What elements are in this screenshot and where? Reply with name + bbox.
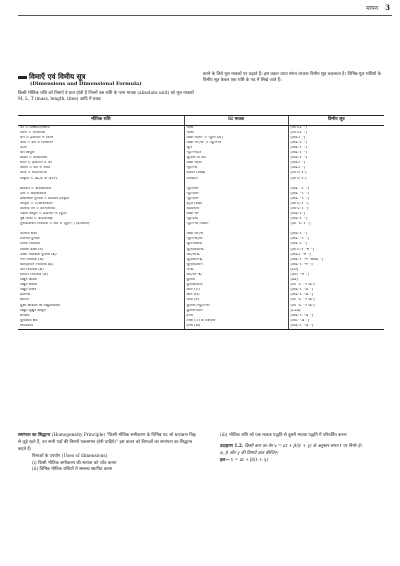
example-paragraph	[220, 444, 388, 451]
column-header-quantity: भौतिक राशि	[18, 116, 184, 126]
page-number: 3	[385, 3, 390, 12]
cell-formula: [ML⁻¹T⁻²]	[288, 187, 384, 192]
cell-formula: [ML⁻¹T⁻²]	[288, 192, 384, 197]
cell-quantity: आवेग = बल × समय	[20, 166, 51, 170]
cell-si-unit: जूल-सेकण्ड	[184, 242, 288, 247]
cell-si-unit: वाट/मी²-K⁴	[184, 273, 288, 278]
cell-si-unit: न्यूटन-मी²/किग्रा²	[184, 222, 288, 232]
cell-si-unit: न्यूटन-मीटर	[184, 151, 288, 156]
cell-quantity: विद्युत द्विध्रुव आघूर्ण	[20, 308, 46, 312]
cell-si-unit: न्यूटन/मी²	[184, 187, 288, 192]
cell-si-unit: जूल/मोल-K	[184, 258, 288, 263]
example-label: उदाहरण 1.2.	[220, 443, 244, 449]
cell-formula: [AT]	[288, 278, 384, 283]
cell-formula: [M⁻¹L³T⁻²]	[288, 222, 384, 232]
cell-si-unit: हर्ट्ज (Hz)	[184, 202, 288, 207]
cell-formula: [ML²T⁻²θ⁻¹]	[288, 263, 384, 268]
use-item-1: (i) किसी भौतिक समीकरण की सत्यता को जाँच करना	[32, 460, 117, 466]
table-row	[18, 324, 384, 330]
cell-quantity: वीन नियतांक (b)	[20, 267, 44, 271]
cell-si-unit: हेनरी	[184, 314, 288, 319]
cell-quantity: विशिष्ट ऊष्मा (s)	[20, 247, 43, 251]
cell-quantity: जड़त्व आघूर्ण = द्रव्यमान × (दूरी)²	[20, 212, 68, 216]
cell-quantity: आवृत्ति = 1/आवर्तकाल	[20, 201, 53, 205]
cell-formula: [MT⁻³θ⁻⁴]	[288, 273, 384, 278]
cell-formula: [ML²T⁻¹]	[288, 242, 384, 247]
table-row	[18, 222, 384, 232]
cell-formula: [M⁰L²T⁻²θ⁻¹]	[288, 248, 384, 253]
cell-quantity: श्यानता गुणांक	[20, 237, 40, 241]
cell-formula: [ML²T⁻²]	[288, 141, 384, 146]
cell-quantity: कार्य = बल × विस्थापन	[20, 140, 54, 144]
cell-si-unit: ओम (Ω)	[184, 293, 288, 298]
cell-si-unit: हेनरी (H)	[184, 324, 288, 330]
cell-si-unit: वोल्ट (V)	[184, 288, 288, 293]
cell-quantity: विद्युत आवेश	[20, 278, 37, 282]
dimensional-formula-table	[18, 115, 384, 330]
cell-si-unit: रेडियन/से	[184, 207, 288, 212]
intro-paragraph-left: किसी भौतिक राशि को विमाएँ वे घात होती हैं जिनमें उस राशि के परम मात्रक (absolute unit) को मूल मात्रकों M, L, T (mass, length, time) आदि में प्रकट	[18, 91, 194, 103]
cell-quantity: प्रत्यास्थता गुणांक = प्रतिबल /विकृति	[20, 196, 70, 200]
use-item-3: (iii) भौतिक राशि को एक मात्रक पद्धति से दूसरी मात्रक पद्धति में परिवर्तित करना	[220, 433, 347, 438]
cell-quantity: ऊर्जा	[20, 146, 27, 149]
cell-si-unit: वाट/मी-K	[184, 253, 288, 258]
dimensions-section	[18, 433, 198, 474]
cell-si-unit: न्यूटन/मी²	[184, 192, 288, 197]
cell-formula: [ML²T⁻²θ⁻¹mol⁻¹]	[288, 258, 384, 263]
cell-quantity: शक्ति = कार्य/समय	[20, 156, 47, 160]
cell-formula: [MLT⁻³θ⁻¹]	[288, 253, 384, 258]
cell-formula: [M⁻¹L⁻³T⁴A²]	[288, 304, 384, 309]
solution-line	[220, 458, 388, 465]
cell-formula: [ML²T⁻²]	[288, 151, 384, 156]
cell-quantity: बोल्ट्ज़मान नियतांक (k)	[20, 262, 53, 266]
cell-formula: [MLT⁻²]	[288, 136, 384, 141]
cell-si-unit: मी-K	[184, 268, 288, 273]
cell-quantity: धारिता	[20, 298, 29, 302]
cell-si-unit: रेडियन (rad)	[184, 171, 288, 176]
cell-formula: [ML²T⁻¹]	[288, 232, 384, 237]
cell-quantity: बल आघूर्ण	[20, 151, 35, 155]
cell-quantity: वेग = विस्थापन/समय	[20, 125, 50, 129]
cell-formula: [M⁰L⁰T⁰]	[288, 177, 384, 187]
cell-formula: [ML²T⁻³A⁻²]	[288, 293, 384, 298]
cell-quantity: प्रतिरोध	[20, 293, 30, 297]
cell-quantity: प्लांक नियतांक	[20, 242, 40, 246]
cell-si-unit: जूल/केल्विन	[184, 263, 288, 268]
principle-english: (Homogeneity Principle)	[51, 433, 106, 438]
cell-formula: [ML²T⁻³]	[288, 156, 384, 161]
cell-si-unit: जूल/किग्रा-K	[184, 248, 288, 253]
example-question: α, β और γ की विमायें ज्ञात कीजिए।	[220, 450, 279, 456]
cell-si-unit: न्यूटन/मी²	[184, 197, 288, 202]
cell-si-unit: टेस्ला (T) या वेबर/मी²	[184, 319, 288, 324]
example-text: किसी कण का वेग v = at + β/(t + γ) के अनुसार समय t पर निर्भर है।	[244, 443, 362, 449]
section-title-text: विमाएँ एवं विमीय सूत्र	[29, 72, 86, 81]
cell-quantity: कोणीय संवेग	[20, 232, 38, 236]
cell-quantity: विद्युत धारिता	[20, 283, 38, 287]
cell-formula: [M⁰LT⁻¹]	[288, 125, 384, 131]
running-head	[0, 0, 400, 20]
cell-formula: [M⁰LT⁻²]	[288, 131, 384, 136]
section-subtitle: (Dimensions and Dimensional Formula)	[30, 81, 142, 87]
cell-si-unit: फैरड (F)	[184, 298, 288, 303]
cell-formula: [ML⁻¹T⁻¹]	[288, 237, 384, 242]
running-title: मापन	[366, 5, 378, 12]
cell-formula: [Lθ]	[288, 268, 384, 273]
cell-si-unit: जूल	[184, 146, 288, 151]
cell-quantity: कोण = चाप/त्रिज्या	[20, 171, 47, 175]
cell-formula: [M⁰L⁰T⁻¹]	[288, 202, 384, 207]
cell-quantity: स्टीफन नियतांक (σ)	[20, 272, 48, 276]
principle-text: "किसी भौतिक समीकरण के विभिन्न पद जो धन/ऋण चिह्न से जुड़े रहते हैं, उन सभी पदों की विमायें एकसमान होनी चाहिये।" इस कथन को विमाओं का समांगता का सिद्धान्त कहते हैं।	[18, 433, 196, 452]
table-body	[18, 125, 384, 329]
intro-paragraph-right: करने के लिये मूल मात्रकों पर चढ़ाते हैं। इस प्रकार प्राप्त संगत व्यंजक विमीय सूत्र कहलाता है। विभिन्न मूल राशियों के विमीय सूत्र केवल एक राशि के पद में लिखे जाते हैं।	[203, 72, 381, 84]
table-header-row	[18, 116, 384, 126]
cell-si-unit: कूलॉम²/न्यूटन-मी²	[184, 304, 288, 309]
header-rule	[18, 15, 392, 16]
cell-formula: [ML⁻¹T⁻²]	[288, 197, 384, 202]
right-column-block	[220, 433, 388, 465]
cell-si-unit: किग्रा-मी²	[184, 212, 288, 217]
solution-equation: v = at + β/(t + γ)	[230, 457, 269, 463]
cell-formula: [M⁻¹L⁻²T⁴A²]	[288, 298, 384, 303]
cell-si-unit: किग्रा-मी²/से	[184, 232, 288, 237]
cell-formula: [MT⁻²A⁻¹]	[288, 319, 384, 324]
heading-bar-icon	[18, 76, 27, 79]
cell-quantity: गैस नियतांक (R)	[20, 257, 44, 261]
cell-formula: [ML²T⁻²]	[288, 146, 384, 151]
cell-quantity: त्वरण = वेग/समय	[20, 130, 45, 134]
solution-label: हल—	[220, 457, 230, 463]
cell-quantity: दाब = बल/क्षेत्रफल	[20, 191, 47, 195]
cell-quantity: प्रतिबल = बल/क्षेत्रफल	[20, 186, 52, 190]
cell-quantity: चुम्बकीय क्षेत्र	[20, 318, 38, 322]
use-item-2: (ii) विभिन्न भौतिक राशियों में सम्बन्ध स्थापित करना	[32, 467, 113, 473]
cell-formula: [MLT⁻¹]	[288, 161, 384, 166]
cell-quantity: गुरुत्वाकर्षण नियतांक = बल × (दूरी)² / (द्रव्यमान)²	[20, 222, 91, 226]
cell-si-unit: मी/से	[184, 125, 288, 131]
cell-si-unit: किग्रा-मी²/से² = न्यूटन-मी	[184, 141, 288, 146]
cell-si-unit: किग्रा-मी/से	[184, 161, 288, 166]
table-row	[18, 177, 384, 187]
cell-si-unit: न्यूटन-से/मी²	[184, 237, 288, 242]
cell-quantity: कोणीय वेग = कोण/समय	[20, 206, 55, 210]
cell-quantity: विद्युत विभव	[20, 288, 37, 292]
cell-quantity: स्वप्रेरकत्व	[18, 324, 184, 330]
cell-formula: [LTA]	[288, 309, 384, 314]
cell-formula: [ML⁰T⁻²]	[288, 217, 384, 222]
cell-si-unit: विमाहीन	[184, 177, 288, 187]
cell-si-unit: न्यूटन-से	[184, 166, 288, 171]
cell-formula: [M⁰L⁰T⁰]	[288, 171, 384, 176]
cell-formula: [ML²T⁻³A⁻¹]	[288, 288, 384, 293]
cell-formula: [M⁰L⁰T⁻¹]	[288, 207, 384, 212]
cell-formula: [ML²T⁻²A⁻²]	[288, 324, 384, 330]
uses-heading: विमाओं के उपयोग (Uses of dimensions)	[32, 453, 108, 459]
cell-si-unit: कूलॉम	[184, 278, 288, 283]
cell-formula: [ML²T⁰]	[288, 212, 384, 217]
cell-si-unit: कूलॉम/वोल्ट	[184, 283, 288, 288]
cell-formula: [M⁻¹L⁻²T⁴A²]	[288, 283, 384, 288]
cell-si-unit: किग्रा-मी/से² = न्यूटन (N)	[184, 136, 288, 141]
cell-si-unit: कूलॉम-मीटर	[184, 309, 288, 314]
cell-quantity: ऊष्मा चालकता गुणांक (K)	[20, 252, 57, 256]
cell-quantity: बल = द्रव्यमान × त्वरण	[20, 135, 54, 139]
cell-quantity: पृष्ठ तनाव = बल/लम्बाई	[20, 217, 53, 221]
column-header-formula: विमीय सूत्र	[288, 116, 384, 126]
column-header-si-unit: SI मात्रक	[184, 116, 288, 126]
cell-formula: [ML²T⁻²A⁻²]	[288, 314, 384, 319]
cell-quantity: विकृति = ΔL/L या ΔV/V	[20, 176, 58, 180]
cell-quantity: प्रेरकत्व	[20, 313, 30, 317]
cell-quantity: संवेग = द्रव्यमान × वेग	[20, 161, 53, 165]
cell-formula: [MLT⁻¹]	[288, 166, 384, 171]
principle-heading: समांगता का सिद्धान्त	[18, 433, 51, 438]
cell-quantity: मुक्त आकाश की विद्युतशीलता	[20, 303, 61, 307]
cell-si-unit: मी/से²	[184, 131, 288, 136]
cell-si-unit: न्यूटन/मी	[184, 217, 288, 222]
cell-si-unit: जूल/से या वाट	[184, 156, 288, 161]
homogeneity-paragraph	[18, 433, 198, 454]
